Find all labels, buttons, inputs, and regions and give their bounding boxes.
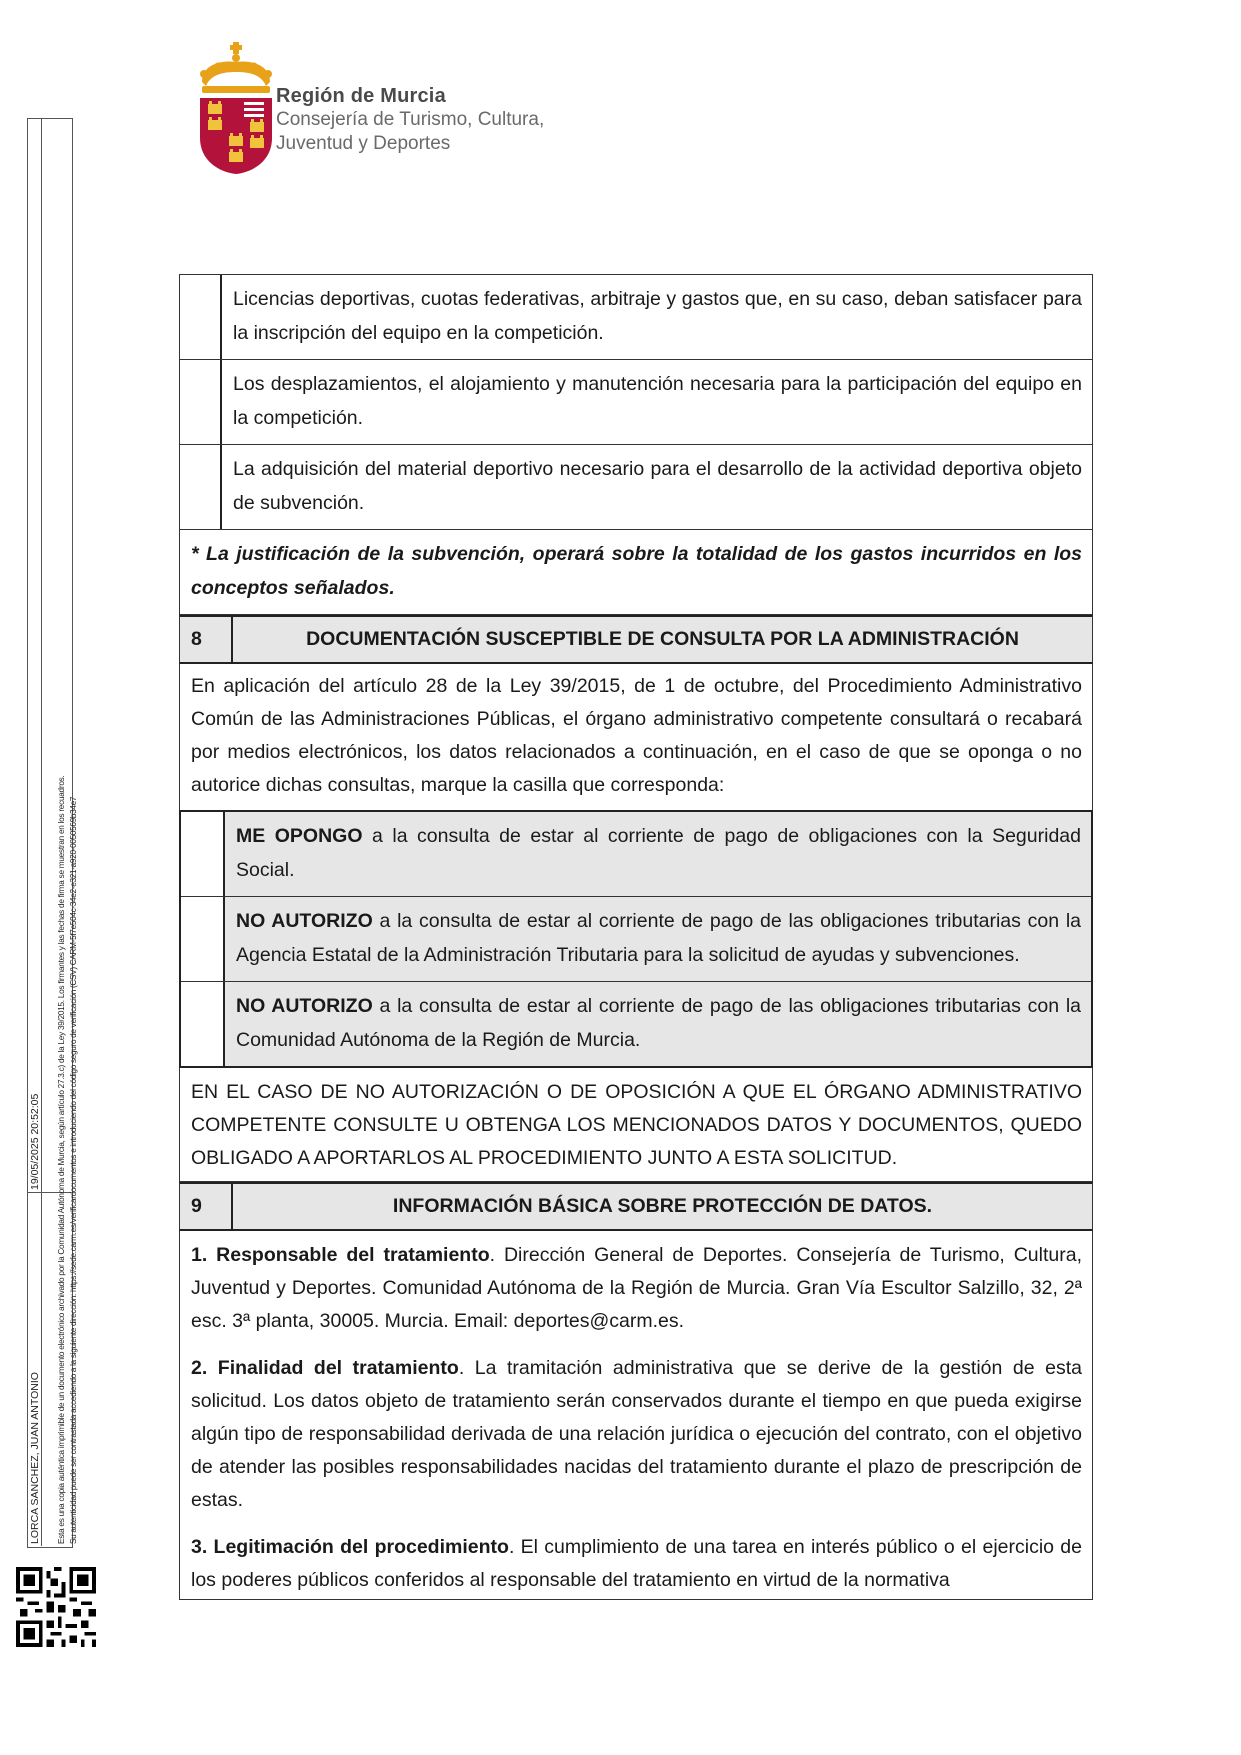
consent-checkbox[interactable]	[181, 982, 225, 1066]
signature-margin-strip	[27, 118, 87, 1558]
org-line-2: Consejería de Turismo, Cultura,	[276, 109, 545, 130]
section-9-header	[179, 1182, 1093, 1231]
authenticity-note: Esta es una copia auténtica imprimible de un documento electrónico archivado por la Comunidad Autónoma de Murcia, según artículo 27.3.c) de la Ley 39/2015. Los firmantes y las fechas de firma se muestran en los recuadros.	[57, 775, 66, 1544]
section-8-header	[179, 615, 1093, 664]
consent-text: NO AUTORIZO a la consulta de estar al corriente de pago de las obligaciones tributarias con la Agencia Estatal de la Administración Tributaria para la solicitud de ayudas y subvenciones.	[236, 910, 1081, 966]
expense-text: Licencias deportivas, cuotas federativas, arbitraje y gastos que, en su caso, deban satisfacer para la inscripción del equipo en la competición.	[233, 288, 1082, 344]
signer-name: LORCA SANCHEZ, JUAN ANTONIO	[29, 1372, 41, 1544]
org-line-3: Juventud y Deportes	[276, 133, 451, 154]
justification-note: * La justificación de la subvención, operará sobre la totalidad de los gastos incurridos en los conceptos señalados.	[191, 543, 1082, 599]
section-8-warning: EN EL CASO DE NO AUTORIZACIÓN O DE OPOSICIÓN A QUE EL ÓRGANO ADMINISTRATIVO COMPETENTE CONSULTE U OBTENGA LOS MENCIONADOS DATOS Y DOCUMENTOS, QUEDO OBLIGADO A APORTARLOS AL PROCEDIMIENTO JUNTO A ESTA SOLICITUD.	[191, 1081, 1082, 1169]
section-8-intro: En aplicación del artículo 28 de la Ley 39/2015, de 1 de octubre, del Procedimiento Administrativo Común de las Administraciones Públicas, el órgano administrativo competente consultará o recabará por medios electrónicos, los datos relacionados a continuación, en el caso de que se oponga o no autorice dichas consultas, marque la casilla que corresponda:	[191, 675, 1082, 796]
expense-row	[179, 445, 1093, 530]
verification-note: Su autenticidad puede ser contrastada accediendo a la siguiente dirección: https://sede.carm.es/verificardocumentos e introduciendo del código seguro de verificación (CSV) CARM-5f7e504c-34e2-e321-a920-0050569b34e7	[69, 796, 78, 1544]
expense-row	[179, 274, 1093, 360]
consent-options	[179, 810, 1093, 1068]
expense-row	[179, 360, 1093, 445]
consent-text: NO AUTORIZO a la consulta de estar al corriente de pago de las obligaciones tributarias con la Comunidad Autónoma de la Región de Murcia.	[236, 995, 1081, 1051]
consent-option	[181, 810, 1091, 897]
signature-date: 19/05/2025 20:52:05	[29, 1093, 41, 1190]
section-title: DOCUMENTACIÓN SUSCEPTIBLE DE CONSULTA POR LA ADMINISTRACIÓN	[306, 628, 1019, 650]
consent-text: ME OPONGO a la consulta de estar al corriente de pago de obligaciones con la Seguridad Social.	[236, 825, 1081, 881]
consent-option	[181, 897, 1091, 982]
expense-text: Los desplazamientos, el alojamiento y manutención necesaria para la participación del equipo en la competición.	[233, 373, 1082, 429]
organization-name	[276, 84, 544, 156]
qr-code-icon	[16, 1567, 96, 1647]
data-protection-item: 2. Finalidad del tratamiento. La tramitación administrativa que se derive de la gestión de esta solicitud. Los datos objeto de tratamiento serán conservados durante el tiempo en que pueda exigirse algún tipo de responsabilidad derivada de una relación jurídica o ejecución del contrato, con el objetivo de atender las posibles responsabilidades nacidas del tratamiento durante el plazo de prescripción de estas.	[191, 1357, 1082, 1511]
consent-checkbox[interactable]	[181, 812, 225, 896]
data-protection-item: 1. Responsable del tratamiento. Dirección General de Deportes. Consejería de Turismo, Cultura, Juventud y Deportes. Comunidad Autónoma de la Región de Murcia. Gran Vía Escultor Salzillo, 32, 2ª esc. 3ª planta, 30005. Murcia. Email: deportes@carm.es.	[191, 1244, 1083, 1332]
section-number: 9	[180, 1184, 233, 1229]
data-protection-item: 3. Legitimación del procedimiento. El cumplimiento de una tarea en interés público o el ejercicio de los poderes públicos conferidos al responsable del tratamiento en virtud de la normativa	[191, 1536, 1082, 1591]
application-form-page	[179, 274, 1093, 1600]
section-8-warning-row	[179, 1068, 1093, 1182]
consent-option	[181, 982, 1091, 1066]
expense-text: La adquisición del material deportivo necesario para el desarrollo de la actividad deportiva objeto de subvención.	[233, 458, 1082, 514]
expense-checkbox[interactable]	[180, 275, 222, 359]
expense-checkbox[interactable]	[180, 445, 222, 529]
region-de-murcia-crest-logo	[196, 42, 276, 174]
section-8-intro-row	[179, 664, 1093, 810]
section-9-body	[179, 1231, 1093, 1600]
section-number: 8	[180, 617, 233, 662]
expense-checkbox[interactable]	[180, 360, 222, 444]
consent-checkbox[interactable]	[181, 897, 225, 981]
section-title: INFORMACIÓN BÁSICA SOBRE PROTECCIÓN DE DATOS.	[392, 1195, 933, 1217]
justification-note-row	[179, 530, 1093, 615]
org-line-1: Región de Murcia	[276, 85, 446, 107]
